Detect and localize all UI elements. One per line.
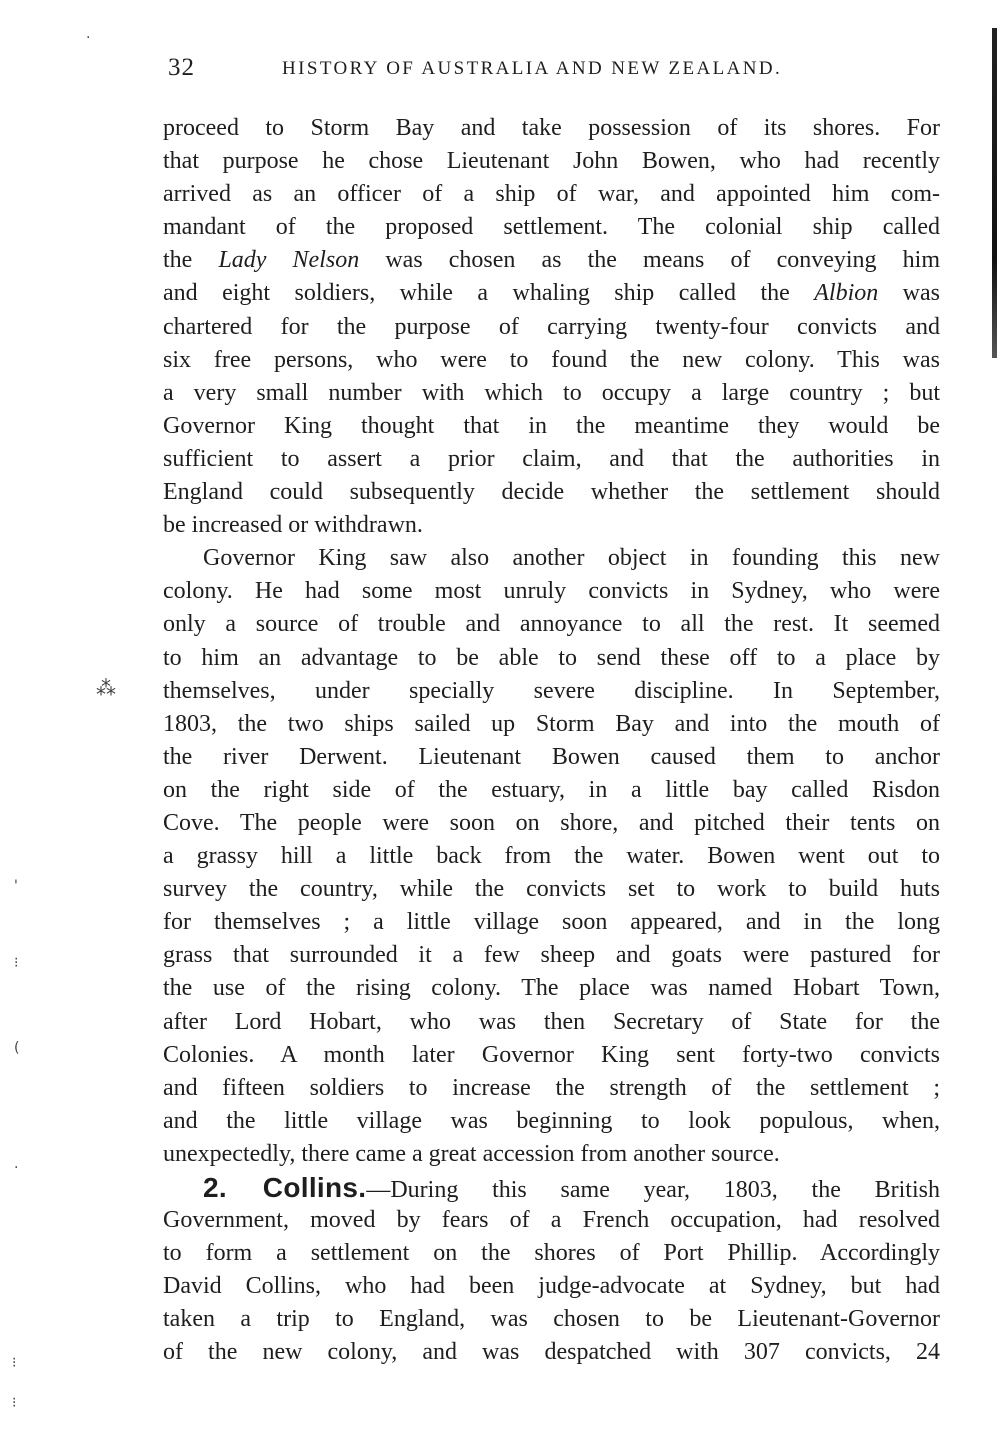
- text-line: Government, moved by fears of a French occupation, had resolved: [163, 1207, 940, 1234]
- body-text: [163, 112, 940, 1370]
- text-line: and the little village was beginning to look populous, when,: [163, 1107, 940, 1134]
- margin-speck: ⁝: [12, 1395, 17, 1411]
- margin-speck: (: [14, 1040, 20, 1056]
- text-line: England could subsequently decide whether the settlement should: [163, 479, 940, 506]
- text-run: the: [163, 247, 219, 274]
- page-number: 32: [168, 54, 195, 81]
- text-line: 1803, the two ships sailed up Storm Bay and into the mouth of: [163, 710, 940, 737]
- text-line: a very small number with which to occupy a large country ; but: [163, 379, 940, 406]
- section-heading: 2. Collins.: [203, 1172, 367, 1203]
- text-run: was: [878, 280, 941, 307]
- text-line: proceed to Storm Bay and take possession of its shores. For: [163, 115, 940, 141]
- text-line: colony. He had some most unruly convicts in Sydney, who were: [163, 578, 940, 605]
- text-line: taken a trip to England, was chosen to be Lieutenant-Governor: [163, 1306, 940, 1333]
- running-head-title: HISTORY OF AUSTRALIA AND NEW ZEALAND.: [282, 58, 783, 79]
- text-line: [163, 244, 940, 277]
- text-line: only a source of trouble and annoyance to all the rest. It seemed: [163, 611, 940, 638]
- margin-speck: ⁂: [96, 676, 116, 700]
- text-run: —During this same year, 1803, the British: [366, 1177, 940, 1203]
- text-line: sufficient to assert a prior claim, and that the authorities in: [163, 445, 940, 472]
- margin-speck: ': [14, 878, 18, 894]
- text-line: Cove. The people were soon on shore, and pitched their tents on: [163, 809, 940, 836]
- text-line: themselves, under specially severe discipline. In September,: [163, 677, 940, 704]
- text-line: chartered for the purpose of carrying twenty-four convicts and: [163, 313, 940, 340]
- text-line: a grassy hill a little back from the water. Bowen went out to: [163, 843, 940, 870]
- margin-speck: ⁝: [14, 955, 19, 971]
- margin-speck: ·: [14, 1160, 19, 1176]
- text-line: that purpose he chose Lieutenant John Bowen, who had recently: [163, 148, 940, 175]
- margin-speck: ·: [86, 30, 91, 46]
- text-line: to form a settlement on the shores of Port Phillip. Accordingly: [163, 1240, 940, 1267]
- text-line: the use of the rising colony. The place was named Hobart Town,: [163, 975, 940, 1002]
- ship-name-italic: Albion: [814, 280, 879, 307]
- text-line: David Collins, who had been judge-advocate at Sydney, but had: [163, 1273, 940, 1300]
- text-line: and fifteen soldiers to increase the strength of the settlement ;: [163, 1074, 940, 1101]
- text-line: be increased or withdrawn.: [163, 512, 423, 539]
- text-line: [163, 277, 940, 310]
- text-line: on the right side of the estuary, in a little bay called Risdon: [163, 776, 940, 803]
- running-head: [168, 54, 940, 88]
- page-edge-shadow: [992, 28, 997, 358]
- text-line: grass that surrounded it a few sheep and goats were pastured for: [163, 942, 940, 969]
- text-line: of the new colony, and was despatched with 307 convicts, 24: [163, 1339, 940, 1366]
- text-line: survey the country, while the convicts set to work to build huts: [163, 876, 940, 903]
- text-line: for themselves ; a little village soon appeared, and in the long: [163, 909, 940, 936]
- text-line: after Lord Hobart, who was then Secretary of State for the: [163, 1008, 940, 1035]
- text-line: unexpectedly, there came a great accession from another source.: [163, 1140, 780, 1167]
- text-line: six free persons, who were to found the new colony. This was: [163, 346, 940, 373]
- ship-name-italic: Lady Nelson: [218, 247, 360, 274]
- text-line: Governor King saw also another object in founding this new: [203, 545, 940, 572]
- text-run: was chosen as the means of conveying him: [359, 247, 940, 274]
- text-line: the river Derwent. Lieutenant Bowen caused them to anchor: [163, 743, 940, 770]
- text-line: [163, 1171, 940, 1204]
- text-line: arrived as an officer of a ship of war, and appointed him com-: [163, 181, 940, 208]
- margin-speck: ⁝: [12, 1355, 17, 1371]
- text-line: Governor King thought that in the meantime they would be: [163, 412, 940, 439]
- text-line: Colonies. A month later Governor King sent forty-two convicts: [163, 1041, 940, 1068]
- text-line: mandant of the proposed settlement. The colonial ship called: [163, 214, 940, 241]
- text-run: and eight soldiers, while a whaling ship called the: [163, 280, 815, 307]
- text-line: to him an advantage to be able to send these off to a place by: [163, 644, 940, 671]
